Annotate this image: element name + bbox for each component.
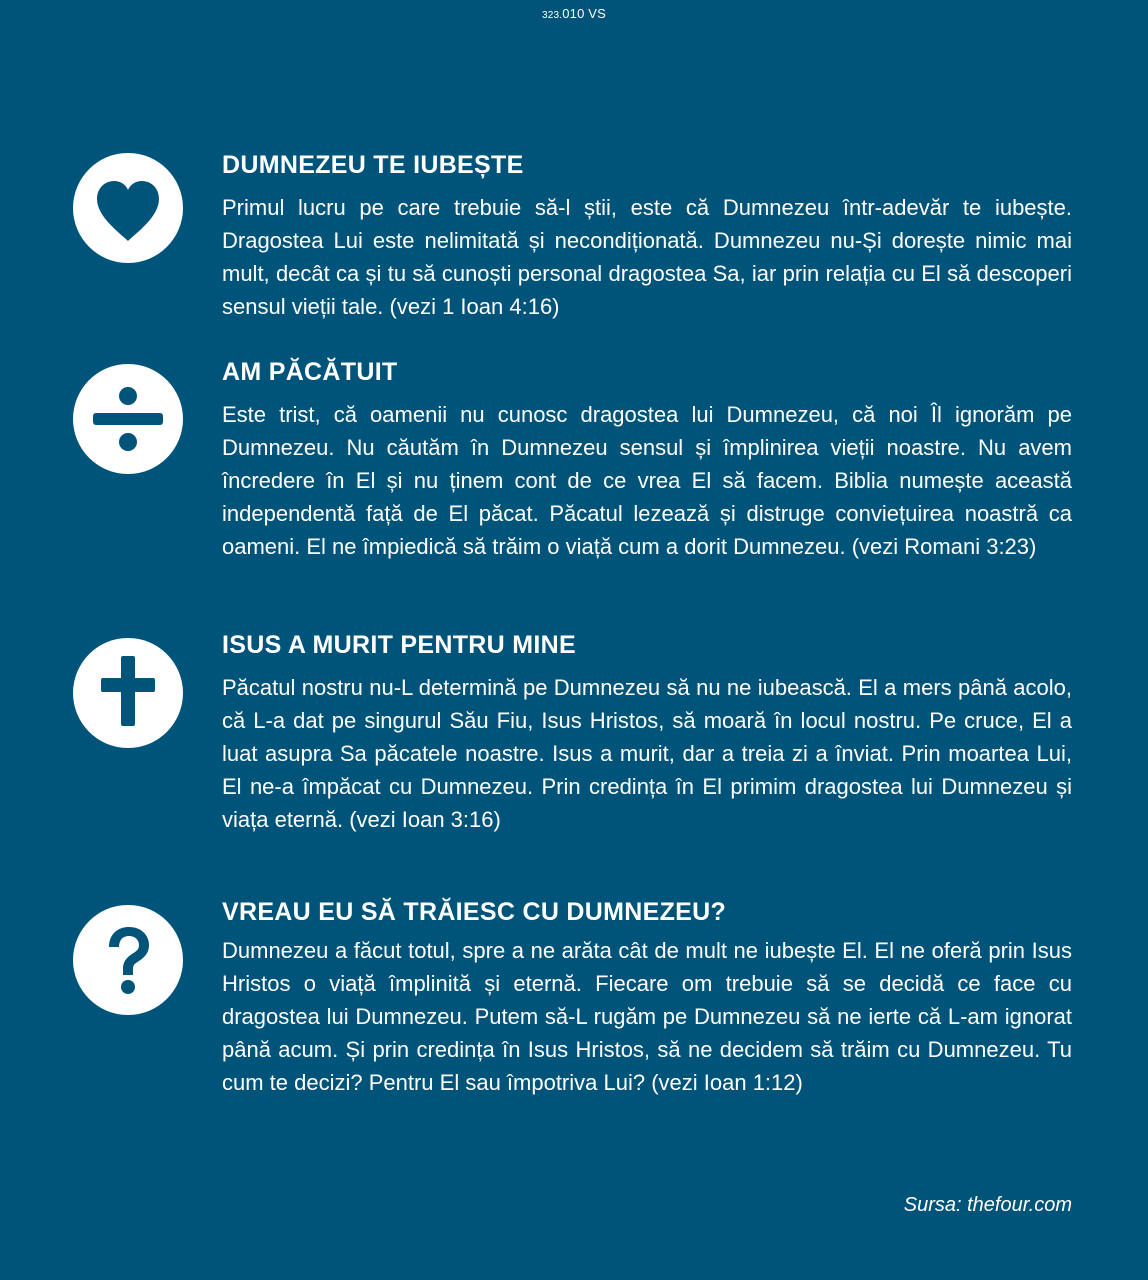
divide-icon <box>73 364 183 474</box>
section-title: AM PĂCĂTUIT <box>222 358 398 386</box>
section-text: Dumnezeu a făcut totul, spre a ne arăta cât de mult ne iubește El. El ne oferă prin Isus Hristos o viață împlinită și eternă. Fiecare om trebuie să se decidă ce face cu dragostea lui Dumnezeu. Putem să-L rugăm pe Dumnezeu să ne ierte că L-am ignorat până acum. Și prin credința în Isus Hristos, să ne decidem să trăim cu Dumnezeu. Tu cum te decizi? Pentru El sau împotriva Lui? (vezi Ioan 1:12) <box>222 938 1072 1095</box>
section-title: ISUS A MURIT PENTRU MINE <box>222 631 576 659</box>
document-code-prefix: 323. <box>541 10 563 21</box>
document-code <box>0 6 1148 21</box>
question-mark-icon <box>73 905 183 1015</box>
section-text: Păcatul nostru nu-L determină pe Dumnezeu să nu ne iubească. El a mers până acolo, că L-a dat pe singurul Său Fiu, Isus Hristos, să moară în locul nostru. Pe cruce, El a luat asupra Sa păcatele noastre. Isus a murit, dar a treia zi a înviat. Prin moartea Lui, El ne-a împăcat cu Dumnezeu. Prin credința în El primim dragostea lui Dumnezeu și viața eternă. (vezi Ioan 3:16) <box>222 675 1072 832</box>
document-code-main: 010 VS <box>562 6 607 21</box>
cross-icon <box>73 638 183 748</box>
source-credit: Sursa: thefour.com <box>903 1194 1072 1216</box>
section-text: Este trist, că oamenii nu cunosc dragostea lui Dumnezeu, că noi Îl ignorăm pe Dumnezeu. Nu căutăm în Dumnezeu sensul și împlinirea vieții noastre. Nu avem încredere în El și nu ținem cont de ce vrea El să facem. Biblia numește această independentă față de El păcat. Păcatul lezează și distruge conviețuirea noastră ca oameni. El ne împiedică să trăim o viață cum a dorit Dumnezeu. (vezi Romani 3:23) <box>222 402 1072 559</box>
section-title: VREAU EU SĂ TRĂIESC CU DUMNEZEU? <box>222 898 727 926</box>
heart-icon <box>73 153 183 263</box>
section-text: Primul lucru pe care trebuie să-l știi, este că Dumnezeu într-adevăr te iubește. Dragostea Lui este nelimitată și necondiționată. Dumnezeu nu-Și dorește nimic mai mult, decât ca și tu să cunoști personal dragostea Sa, iar prin relația cu El să descoperi sensul vieții tale. (vezi 1 Ioan 4:16) <box>222 195 1072 319</box>
section-title: DUMNEZEU TE IUBEȘTE <box>222 151 524 179</box>
